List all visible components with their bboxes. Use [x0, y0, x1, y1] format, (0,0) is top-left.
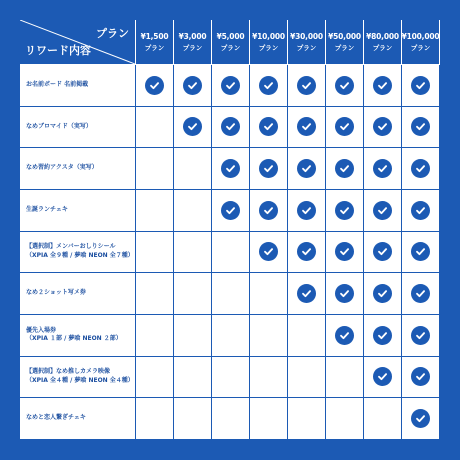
reward-row-label: [20, 107, 136, 149]
reward-plan-cell: [136, 232, 174, 274]
check-circle-icon: [335, 242, 354, 261]
reward-name: 【選択制】なめ推しカメラ映像: [26, 368, 111, 376]
reward-plan-cell: [136, 273, 174, 315]
reward-plan-cell: [364, 190, 402, 232]
reward-plan-cell: [250, 65, 288, 107]
check-circle-icon: [411, 76, 430, 95]
check-circle-icon: [221, 117, 240, 136]
plan-header-4: [250, 20, 288, 65]
plan-price: ¥30,000: [290, 32, 323, 41]
check-circle-icon: [221, 201, 240, 220]
reward-plan-cell: [364, 315, 402, 357]
reward-plan-cell: [136, 107, 174, 149]
plan-price: ¥1,500: [140, 32, 169, 41]
reward-plan-cell: [136, 65, 174, 107]
reward-name: なめ２ショット写メ券: [26, 289, 86, 297]
plan-unit: プラン: [182, 44, 203, 52]
check-circle-icon: [335, 326, 354, 345]
reward-plan-cell: [174, 148, 212, 190]
reward-plan-cell: [326, 148, 364, 190]
reward-plan-cell: [250, 273, 288, 315]
reward-plan-cell: [174, 65, 212, 107]
check-circle-icon: [373, 201, 392, 220]
reward-row-label: [20, 398, 136, 440]
reward-name: なめ習約アクスタ（実写）: [26, 164, 98, 172]
reward-plan-cell: [364, 398, 402, 440]
reward-plan-cell: [326, 107, 364, 149]
check-circle-icon: [335, 76, 354, 95]
reward-plan-cell: [136, 357, 174, 399]
check-circle-icon: [335, 159, 354, 178]
plan-price: ¥50,000: [328, 32, 361, 41]
check-circle-icon: [373, 367, 392, 386]
reward-plan-cell: [326, 273, 364, 315]
reward-subnote: （XPIA １部 / 夢喰 NEON ２部）: [26, 335, 122, 343]
check-circle-icon: [373, 159, 392, 178]
reward-axis-label: リワード内容: [25, 44, 91, 57]
plan-unit: プラン: [410, 44, 431, 52]
reward-plan-cell: [212, 65, 250, 107]
plan-header-1: [136, 20, 174, 65]
reward-plan-cell: [364, 273, 402, 315]
plan-header-6: [326, 20, 364, 65]
plan-price: ¥3,000: [178, 32, 207, 41]
reward-plan-cell: [136, 315, 174, 357]
check-circle-icon: [297, 201, 316, 220]
check-circle-icon: [221, 159, 240, 178]
reward-name: なめブロマイド（実写）: [26, 122, 92, 130]
reward-plan-cell: [136, 190, 174, 232]
check-circle-icon: [145, 76, 164, 95]
reward-plan-cell: [250, 398, 288, 440]
check-circle-icon: [183, 76, 202, 95]
reward-plan-cell: [402, 65, 440, 107]
reward-plan-cell: [250, 190, 288, 232]
reward-plan-cell: [364, 65, 402, 107]
check-circle-icon: [297, 159, 316, 178]
check-circle-icon: [297, 117, 316, 136]
reward-plan-cell: [250, 315, 288, 357]
reward-row-label: [20, 148, 136, 190]
check-circle-icon: [297, 284, 316, 303]
check-circle-icon: [373, 284, 392, 303]
plan-header-5: [288, 20, 326, 65]
check-circle-icon: [411, 242, 430, 261]
check-circle-icon: [411, 159, 430, 178]
plan-unit: プラン: [334, 44, 355, 52]
reward-plan-cell: [136, 148, 174, 190]
check-circle-icon: [411, 326, 430, 345]
reward-plan-cell: [288, 357, 326, 399]
reward-plan-cell: [136, 398, 174, 440]
plan-unit: プラン: [220, 44, 241, 52]
reward-row-label: [20, 65, 136, 107]
reward-name: 生誕ランチェキ: [26, 205, 68, 213]
check-circle-icon: [259, 242, 278, 261]
plan-unit: プラン: [144, 44, 165, 52]
reward-name: 優先入場券: [26, 326, 57, 334]
check-circle-icon: [373, 326, 392, 345]
reward-plan-cell: [174, 315, 212, 357]
check-circle-icon: [335, 117, 354, 136]
reward-plan-cell: [250, 232, 288, 274]
check-circle-icon: [297, 242, 316, 261]
check-circle-icon: [373, 117, 392, 136]
reward-plan-cell: [402, 232, 440, 274]
reward-plan-cell: [174, 398, 212, 440]
reward-plan-cell: [250, 148, 288, 190]
plan-unit: プラン: [296, 44, 317, 52]
check-circle-icon: [411, 284, 430, 303]
reward-row-label: [20, 232, 136, 274]
reward-row-label: [20, 190, 136, 232]
reward-plan-cell: [364, 148, 402, 190]
reward-plan-cell: [326, 315, 364, 357]
plan-header-8: [402, 20, 440, 65]
reward-plan-cell: [402, 357, 440, 399]
check-circle-icon: [297, 76, 316, 95]
reward-plan-cell: [402, 398, 440, 440]
plan-price: ¥80,000: [366, 32, 399, 41]
reward-plan-cell: [326, 232, 364, 274]
reward-name: お名前ボード 名前掲載: [26, 80, 89, 88]
reward-plan-cell: [288, 107, 326, 149]
reward-plan-cell: [212, 232, 250, 274]
plan-price: ¥100,000: [401, 32, 440, 41]
check-circle-icon: [259, 76, 278, 95]
reward-plan-cell: [212, 315, 250, 357]
check-circle-icon: [411, 201, 430, 220]
reward-plan-cell: [250, 107, 288, 149]
reward-plan-cell: [288, 232, 326, 274]
check-circle-icon: [335, 201, 354, 220]
reward-plan-cell: [288, 315, 326, 357]
reward-plan-cell: [288, 398, 326, 440]
reward-plan-cell: [212, 398, 250, 440]
check-circle-icon: [335, 284, 354, 303]
reward-plan-cell: [364, 107, 402, 149]
plan-unit: プラン: [372, 44, 393, 52]
reward-plan-cell: [212, 273, 250, 315]
plan-price: ¥5,000: [216, 32, 245, 41]
reward-plan-cell: [364, 232, 402, 274]
reward-plan-cell: [174, 107, 212, 149]
reward-plan-cell: [326, 190, 364, 232]
plan-price: ¥10,000: [252, 32, 285, 41]
check-circle-icon: [411, 409, 430, 428]
reward-subnote: （XPIA 全４種 / 夢喰 NEON 全４種）: [26, 376, 134, 384]
check-circle-icon: [259, 201, 278, 220]
reward-plan-cell: [288, 65, 326, 107]
reward-name: 【選択制】メンバーおしりシール: [26, 243, 116, 251]
check-circle-icon: [183, 117, 202, 136]
plan-header-7: [364, 20, 402, 65]
check-circle-icon: [373, 76, 392, 95]
reward-plan-cell: [174, 190, 212, 232]
reward-subnote: （XPIA 全９種 / 夢喰 NEON 全７種）: [26, 251, 134, 259]
reward-plan-cell: [326, 65, 364, 107]
reward-plan-cell: [212, 190, 250, 232]
reward-plan-cell: [402, 148, 440, 190]
check-circle-icon: [411, 117, 430, 136]
reward-name: なめと恋人繋ぎチェキ: [26, 414, 86, 422]
check-circle-icon: [221, 76, 240, 95]
reward-plan-cell: [326, 398, 364, 440]
plan-header-2: [174, 20, 212, 65]
reward-plan-cell: [212, 357, 250, 399]
reward-row-label: [20, 357, 136, 399]
reward-plan-cell: [288, 148, 326, 190]
reward-plan-cell: [326, 357, 364, 399]
reward-plan-cell: [174, 357, 212, 399]
plan-axis-label: プラン: [96, 27, 129, 40]
reward-plan-cell: [250, 357, 288, 399]
check-circle-icon: [259, 159, 278, 178]
reward-plan-cell: [364, 357, 402, 399]
plan-unit: プラン: [258, 44, 279, 52]
check-circle-icon: [411, 367, 430, 386]
reward-row-label: [20, 315, 136, 357]
reward-plan-cell: [174, 273, 212, 315]
reward-plan-cell: [212, 148, 250, 190]
check-circle-icon: [259, 117, 278, 136]
plan-header-3: [212, 20, 250, 65]
reward-row-label: [20, 273, 136, 315]
reward-plan-cell: [288, 190, 326, 232]
reward-plan-cell: [212, 107, 250, 149]
reward-plan-cell: [402, 315, 440, 357]
reward-plan-table: [20, 20, 440, 440]
check-circle-icon: [373, 242, 392, 261]
reward-plan-cell: [288, 273, 326, 315]
header-corner-cell: [20, 20, 136, 65]
reward-plan-cell: [402, 273, 440, 315]
reward-plan-cell: [402, 107, 440, 149]
reward-plan-cell: [402, 190, 440, 232]
reward-plan-cell: [174, 232, 212, 274]
